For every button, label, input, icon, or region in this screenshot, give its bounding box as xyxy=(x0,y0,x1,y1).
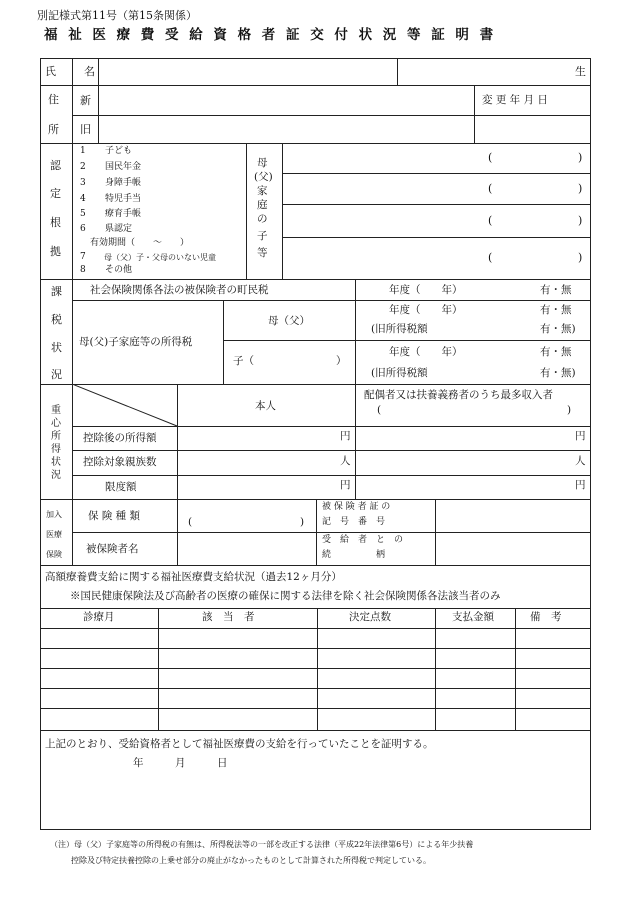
diagonal-line xyxy=(72,384,178,427)
income-row-label-1: 控除後の所得額 xyxy=(83,432,157,444)
insurance-type-label: 保 険 種 類 xyxy=(88,510,141,522)
insurance-type-input[interactable] xyxy=(196,510,296,530)
income-row-unit-spouse-3: 円 xyxy=(575,479,586,491)
family-label-2: (父) xyxy=(254,171,273,183)
address-label-2: 所 xyxy=(48,123,59,136)
col-header-amount: 支払金額 xyxy=(452,611,494,623)
name-input-area[interactable] xyxy=(99,59,396,85)
table-row[interactable] xyxy=(41,689,590,708)
cert-item-num-7: 7 xyxy=(80,252,86,262)
income-self-label: 本人 xyxy=(255,400,276,412)
income-row-label-2: 控除対象親族数 xyxy=(83,456,157,468)
old-address-label: 旧 xyxy=(80,123,91,136)
tax-parent-year: 年度（ 年） xyxy=(389,304,463,316)
family-label-1: 母 xyxy=(257,157,268,169)
income-spouse-label: 配偶者又は扶養義務者のうち最多収入者 xyxy=(364,389,553,401)
relation-label-2: 続 柄 xyxy=(322,550,386,560)
income-row-unit-self-1: 円 xyxy=(340,430,351,442)
cert-item-num-4: 4 xyxy=(80,194,86,204)
tax-parent-old-yesno: 有・無) xyxy=(540,323,576,335)
cert-item-num-3: 3 xyxy=(80,178,86,188)
birthdate-input-area[interactable] xyxy=(398,59,568,85)
tax-side-label-3: 状 xyxy=(51,341,62,354)
child-1-paren-close: ) xyxy=(578,151,583,164)
insurance-type-paren-close: ) xyxy=(300,516,305,528)
cert-item-num-1: 1 xyxy=(80,146,86,156)
tax-parent-yesno: 有・無 xyxy=(540,304,572,316)
tax-child-label: 子（ xyxy=(233,355,254,367)
address-label-1: 住 xyxy=(48,93,59,106)
income-side-label-3: 所 xyxy=(51,431,61,442)
name-label-1: 氏 xyxy=(45,65,56,78)
income-row-unit-self-2: 人 xyxy=(340,455,351,467)
high-cost-note: ※国民健康保険法及び高齢者の医療の確保に関する法律を除く社会保険関係各法該当者のみ xyxy=(70,590,501,602)
income-row-unit-spouse-1: 円 xyxy=(575,430,586,442)
high-cost-title: 高額療養費支給に関する福祉医療費支給状況（過去12ヶ月分） xyxy=(45,571,342,583)
income-row-unit-spouse-2: 人 xyxy=(575,455,586,467)
cert-item-label-3: 身障手帳 xyxy=(105,178,142,188)
income-spouse-paren-close: ) xyxy=(567,404,572,416)
tax-parent-label: 母（父） xyxy=(268,315,310,327)
child-4-paren-close: ) xyxy=(578,251,583,264)
income-side-label-5: 状 xyxy=(51,457,61,468)
table-row[interactable] xyxy=(41,629,590,648)
relation-label-1: 受 給 者 と の xyxy=(322,535,404,545)
income-side-label-6: 況 xyxy=(51,470,61,481)
cert-item-label-1: 子ども xyxy=(105,146,133,156)
income-spouse-paren-open: ( xyxy=(377,404,382,416)
child-3-paren-open: ( xyxy=(488,214,493,227)
table-row[interactable] xyxy=(41,669,590,688)
child-2-paren-open: ( xyxy=(488,182,493,195)
tax-child-year: 年度（ 年） xyxy=(389,346,463,358)
footnote-line-2: 控除及び特定扶養控除の上乗せ部分の廃止がなかったものとして計算された所得税で判定している。 xyxy=(71,856,431,865)
cert-side-label-4: 拠 xyxy=(50,245,61,258)
cert-no-label-2: 記 号 番 号 xyxy=(322,517,386,527)
cert-item-num-6: 6 xyxy=(80,224,86,234)
cert-item-label-7: 母（父）子・父母のいない児童 xyxy=(104,253,216,262)
footnote-line-1: （注）母（父）子家庭等の所得税の有無は、所得税法等の一部を改正する法律（平成22年法律第6号）による年少扶養 xyxy=(50,840,474,849)
certify-text: 上記のとおり、受給資格者として福祉医療費の支給を行っていたことを証明する。 xyxy=(45,738,434,750)
cert-side-label-2: 定 xyxy=(50,187,61,200)
child-2-paren-close: ) xyxy=(578,182,583,195)
cert-item-label-8: その他 xyxy=(105,265,133,275)
name-label-2: 名 xyxy=(84,65,95,78)
form-title: 福 祉 医 療 費 受 給 資 格 者 証 交 付 状 況 等 証 明 書 xyxy=(44,27,497,43)
table-row[interactable] xyxy=(41,709,590,730)
certify-date: 年 月 日 xyxy=(133,757,228,769)
tax-side-label-2: 税 xyxy=(51,313,62,326)
tax-child-close: ） xyxy=(336,355,347,367)
tax-side-label-4: 況 xyxy=(51,368,62,381)
insurance-side-label-2: 医療 xyxy=(46,530,62,539)
child-1-paren-open: ( xyxy=(488,151,493,164)
cert-item-num-8: 8 xyxy=(80,265,86,275)
col-header-remarks: 備 考 xyxy=(530,611,562,623)
change-date-input[interactable] xyxy=(475,116,590,143)
tax-row2-label: 母(父)子家庭等の所得税 xyxy=(79,336,193,348)
cert-item-num-5: 5 xyxy=(80,209,86,219)
tax-parent-old-label: (旧所得税額 xyxy=(371,323,428,335)
tax-child-old-label: (旧所得税額 xyxy=(371,367,428,379)
cert-validity: 有効期間（ ～ ） xyxy=(90,238,190,248)
table-row[interactable] xyxy=(41,649,590,668)
insured-name-label: 被保険者名 xyxy=(86,543,139,555)
cert-item-num-2: 2 xyxy=(80,162,86,172)
cert-item-label-5: 療育手帳 xyxy=(105,209,142,219)
new-address-input[interactable] xyxy=(99,86,473,115)
tax-side-label-1: 課 xyxy=(51,285,62,298)
income-side-label-2: 心 xyxy=(51,418,61,429)
income-row-label-3: 限度額 xyxy=(105,481,137,493)
cert-item-label-6: 県認定 xyxy=(105,224,133,234)
insurance-side-label-1: 加入 xyxy=(46,510,62,519)
birth-suffix: 生 xyxy=(575,65,586,78)
cert-item-label-4: 特児手当 xyxy=(105,194,142,204)
cert-side-label-3: 根 xyxy=(50,216,61,229)
family-label-5: の xyxy=(257,213,268,225)
family-label-7: 等 xyxy=(257,247,268,259)
child-4-paren-open: ( xyxy=(488,251,493,264)
tax-row1-label: 社会保険関係各法の被保険者の町民税 xyxy=(90,284,269,296)
income-side-label-1: 重 xyxy=(51,405,61,416)
insured-name-input[interactable] xyxy=(178,533,315,564)
insurance-type-paren-open: ( xyxy=(188,516,193,528)
tax-row1-year: 年度（ 年） xyxy=(389,284,463,296)
income-row-unit-self-3: 円 xyxy=(340,479,351,491)
family-label-6: 子 xyxy=(257,230,268,242)
child-3-paren-close: ) xyxy=(578,214,583,227)
tax-row1-yesno: 有・無 xyxy=(540,284,572,296)
cert-no-label-1: 被 保 険 者 証 の xyxy=(322,502,391,512)
family-label-3: 家 xyxy=(257,185,268,197)
tax-child-old-yesno: 有・無) xyxy=(540,367,576,379)
cert-item-label-2: 国民年金 xyxy=(105,162,142,172)
tax-child-yesno: 有・無 xyxy=(540,346,572,358)
new-address-label: 新 xyxy=(80,94,91,107)
relation-input[interactable] xyxy=(436,533,589,564)
insurance-side-label-3: 保険 xyxy=(46,550,62,559)
income-side-label-4: 得 xyxy=(51,444,61,455)
col-header-points: 決定点数 xyxy=(349,611,391,623)
old-address-input[interactable] xyxy=(99,116,473,143)
cert-number-input[interactable] xyxy=(436,500,589,531)
change-date-label: 変 更 年 月 日 xyxy=(482,94,548,106)
family-label-4: 庭 xyxy=(257,199,268,211)
col-header-person: 該 当 者 xyxy=(202,611,255,623)
form-number: 別記様式第11号（第15条関係） xyxy=(37,9,197,22)
col-header-month: 診療月 xyxy=(83,611,115,623)
cert-side-label-1: 認 xyxy=(50,159,61,172)
